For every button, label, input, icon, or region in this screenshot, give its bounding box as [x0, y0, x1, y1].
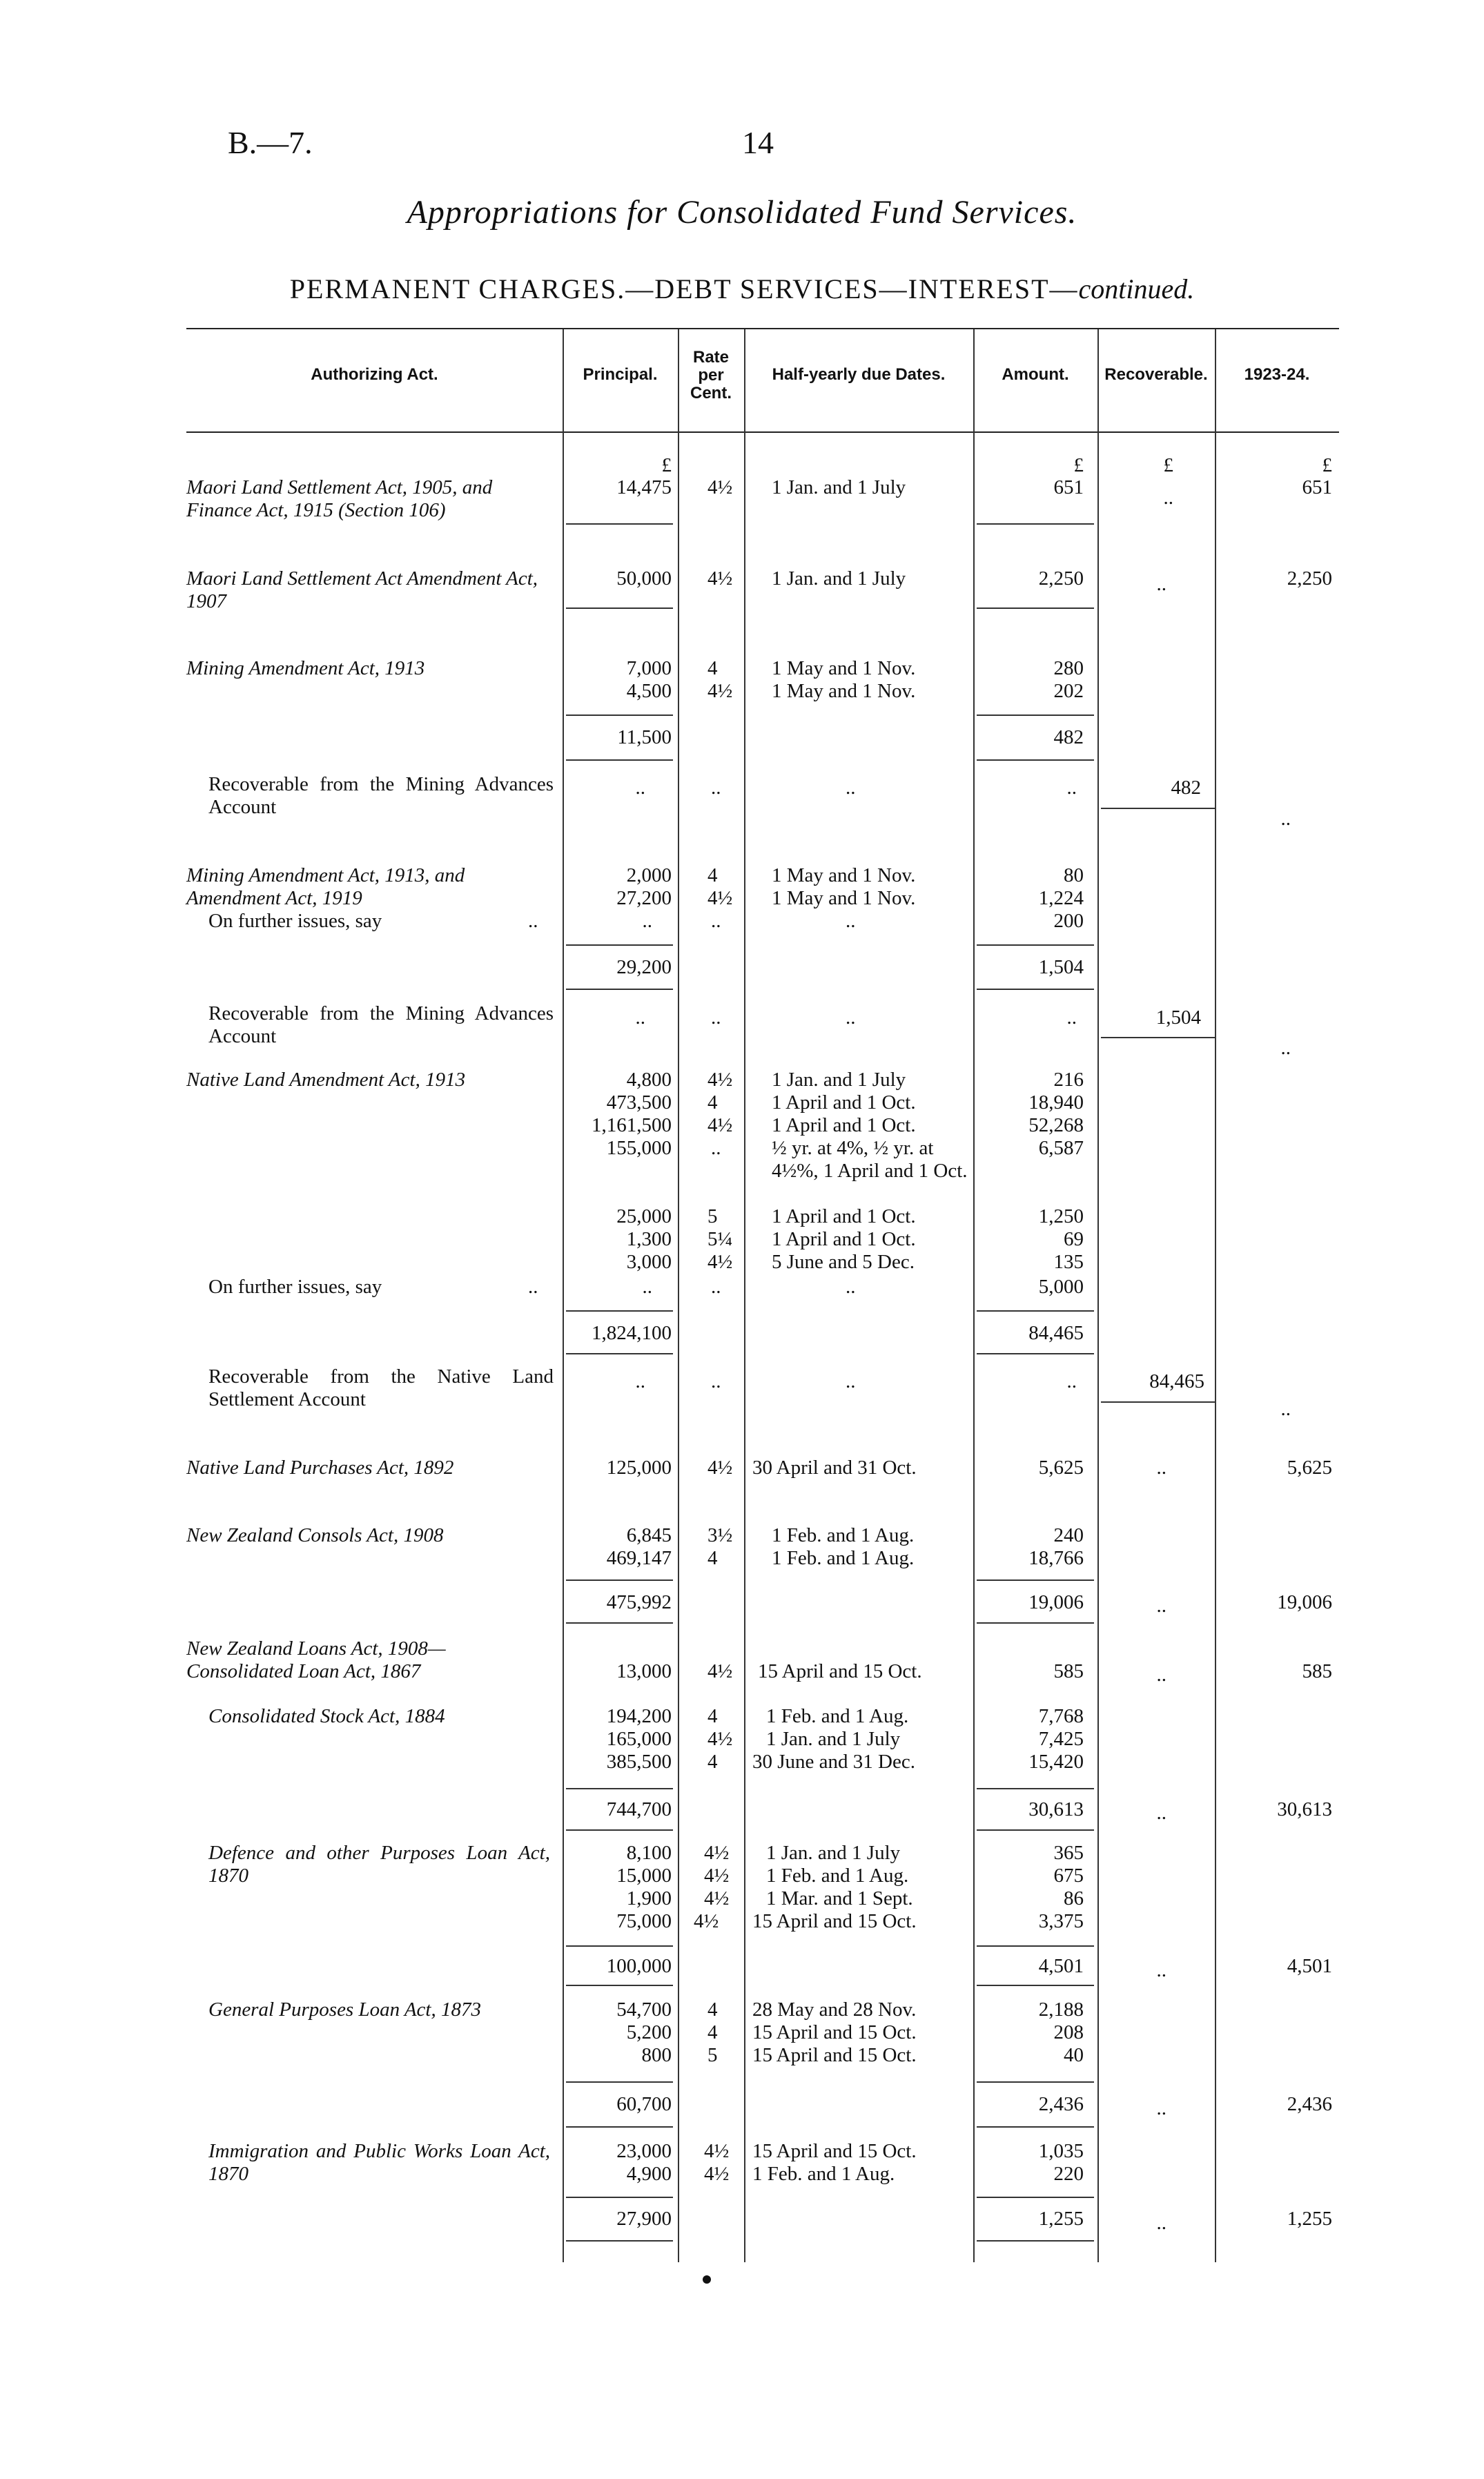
table-top-rule — [186, 328, 1339, 329]
amount-value: .. — [1066, 777, 1077, 799]
authorizing-act: New Zealand Consols Act, 1908 — [186, 1524, 444, 1546]
rate-value: 4 — [707, 657, 718, 679]
rate-value: 3½ — [707, 1524, 733, 1546]
amount-value: 15,420 — [1028, 1751, 1084, 1773]
total-principal: 475,992 — [606, 1591, 672, 1613]
year-value: .. — [1280, 1398, 1291, 1420]
underline — [566, 1579, 673, 1581]
due-dates: 1 May and 1 Nov. — [772, 887, 916, 909]
due-dates: ½ yr. at 4%, ½ yr. at 4½%, 1 April and 1 Oct. — [772, 1137, 968, 1182]
due-dates: .. — [846, 910, 856, 932]
underline — [566, 1788, 673, 1789]
header-act: Authorizing Act. — [311, 365, 438, 384]
principal-value: 4,500 — [626, 680, 672, 702]
page-bullet-mark — [703, 2275, 711, 2284]
total-principal: 744,700 — [606, 1798, 672, 1820]
year-value: 19,006 — [1277, 1591, 1332, 1613]
principal-value: 6,845 — [626, 1524, 672, 1546]
underline — [977, 989, 1094, 990]
total-amount: 19,006 — [1028, 1591, 1084, 1613]
rate-value: 5 — [707, 2044, 718, 2066]
rate-value: 4½ — [707, 1457, 733, 1479]
due-dates: 30 June and 31 Dec. — [752, 1751, 915, 1773]
underline — [566, 2240, 673, 2242]
principal-value: 194,200 — [606, 1705, 672, 1727]
table-header-rule — [186, 431, 1339, 433]
amount-value: 280 — [1053, 657, 1084, 679]
year-value: 2,436 — [1287, 2093, 1332, 2115]
due-dates: 1 May and 1 Nov. — [772, 864, 916, 886]
principal-value: 800 — [641, 2044, 672, 2066]
total-principal: 60,700 — [616, 2093, 672, 2115]
underline — [977, 944, 1094, 946]
total-amount: 482 — [1053, 726, 1084, 748]
due-dates: 1 Jan. and 1 July — [766, 1728, 901, 1750]
due-dates: 1 Jan. and 1 July — [772, 1069, 906, 1091]
amount-value: 202 — [1053, 680, 1084, 702]
due-dates: 1 Mar. and 1 Sept. — [766, 1887, 913, 1909]
page-title: Appropriations for Consolidated Fund Services. — [407, 194, 1077, 231]
amount-value: 1,224 — [1038, 887, 1084, 909]
header-amount: Amount. — [1002, 365, 1069, 384]
authorizing-act: New Zealand Loans Act, 1908— Consolidated Loan Act, 1867 — [186, 1637, 446, 1682]
total-principal: 11,500 — [617, 726, 672, 748]
principal-value: 473,500 — [606, 1091, 672, 1114]
amount-value: 52,268 — [1028, 1114, 1084, 1136]
rate-value: 4½ — [707, 680, 733, 702]
amount-value: .. — [1066, 1007, 1077, 1029]
recoverable-value: .. — [1156, 573, 1166, 595]
principal-value: 3,000 — [626, 1251, 672, 1273]
principal-value: .. — [642, 910, 652, 932]
principal-value: 4,900 — [626, 2163, 672, 2185]
rate-value: .. — [711, 1370, 721, 1392]
due-dates: 1 Feb. and 1 Aug. — [752, 2163, 895, 2185]
amount-value: 240 — [1053, 1524, 1084, 1546]
underline — [977, 1579, 1094, 1581]
principal-value: 25,000 — [616, 1205, 672, 1227]
column-divider — [678, 329, 679, 2262]
recoverable-value: .. — [1156, 1664, 1166, 1686]
principal-value: .. — [635, 777, 645, 799]
due-dates: 15 April and 15 Oct. — [752, 2140, 917, 2162]
underline — [977, 1945, 1094, 1947]
authorizing-act: Maori Land Settlement Act Amendment Act, 1907 — [186, 567, 538, 612]
recoverable-value: 84,465 — [1149, 1370, 1204, 1392]
rate-value: 4½ — [707, 1114, 733, 1136]
header-dates: Half-yearly due Dates. — [772, 365, 946, 384]
underline — [566, 607, 673, 609]
amount-value: 585 — [1053, 1660, 1084, 1682]
due-dates: 15 April and 15 Oct. — [752, 2044, 917, 2066]
principal-value: 13,000 — [616, 1660, 672, 1682]
due-dates: .. — [846, 1276, 856, 1298]
recoverable-value: .. — [1163, 487, 1173, 509]
amount-value: 5,625 — [1038, 1457, 1084, 1479]
rate-value: 4½ — [704, 2140, 730, 2162]
amount-value: 220 — [1053, 2163, 1084, 2185]
recoverable-label: Recoverable from the Mining Advances Account — [208, 1002, 554, 1047]
rate-value: 4½ — [707, 476, 733, 498]
underline — [977, 1829, 1094, 1831]
principal-value: 50,000 — [616, 567, 672, 590]
rate-value: 4½ — [707, 1069, 733, 1091]
due-dates: .. — [846, 1370, 856, 1392]
principal-value: 14,475 — [616, 476, 672, 498]
rate-value: 5 — [707, 1205, 718, 1227]
rate-value: 4 — [707, 2021, 718, 2043]
total-principal: 1,824,100 — [592, 1322, 672, 1344]
underline — [977, 2126, 1094, 2128]
principal-value: .. — [642, 1276, 652, 1298]
due-dates: 1 Jan. and 1 July — [772, 476, 906, 498]
authorizing-act: Maori Land Settlement Act, 1905, and Finance Act, 1915 (Section 106) — [186, 476, 493, 521]
page-number: 14 — [742, 125, 774, 160]
header-rate: Rate per Cent. — [690, 348, 732, 402]
amount-value: 1,035 — [1038, 2140, 1084, 2162]
currency-symbol: £ — [1163, 454, 1173, 476]
principal-value: 1,300 — [626, 1228, 672, 1250]
year-value: 5,625 — [1287, 1457, 1332, 1479]
principal-value: 15,000 — [616, 1865, 672, 1887]
underline — [566, 2126, 673, 2128]
due-dates: 1 Feb. and 1 Aug. — [772, 1524, 915, 1546]
due-dates: 1 April and 1 Oct. — [772, 1091, 916, 1114]
due-dates: 1 Feb. and 1 Aug. — [766, 1705, 909, 1727]
underline — [566, 1310, 673, 1312]
principal-value: 75,000 — [616, 1910, 672, 1932]
currency-symbol: £ — [661, 454, 672, 476]
due-dates: 5 June and 5 Dec. — [772, 1251, 915, 1273]
underline — [977, 714, 1094, 716]
underline — [977, 1622, 1094, 1624]
principal-value: 23,000 — [616, 2140, 672, 2162]
total-principal: 27,900 — [616, 2208, 672, 2230]
underline — [566, 1622, 673, 1624]
underline — [566, 1945, 673, 1947]
recoverable-label: Recoverable from the Mining Advances Account — [208, 773, 554, 818]
year-value: 4,501 — [1287, 1955, 1332, 1977]
year-value: 2,250 — [1287, 567, 1332, 590]
amount-value: 7,425 — [1038, 1728, 1084, 1750]
authorizing-act: Native Land Amendment Act, 1913 — [186, 1069, 466, 1091]
due-dates: 1 May and 1 Nov. — [772, 657, 916, 679]
underline — [977, 2081, 1094, 2083]
amount-value: 2,250 — [1038, 567, 1084, 590]
recoverable-value: .. — [1156, 1959, 1166, 1981]
underline — [566, 2081, 673, 2083]
amount-value: 675 — [1053, 1865, 1084, 1887]
total-amount: 1,504 — [1038, 956, 1084, 978]
underline — [1101, 1037, 1215, 1038]
due-dates: .. — [846, 1007, 856, 1029]
total-amount: 1,255 — [1038, 2208, 1084, 2230]
year-value: .. — [1280, 808, 1291, 830]
underline — [977, 523, 1094, 525]
principal-value: 2,000 — [626, 864, 672, 886]
underline — [566, 714, 673, 716]
amount-value: 2,188 — [1038, 1999, 1084, 2021]
rate-value: .. — [711, 1007, 721, 1029]
underline — [977, 2197, 1094, 2198]
underline — [977, 759, 1094, 761]
rate-value: 4 — [707, 1705, 718, 1727]
underline — [977, 1353, 1094, 1354]
due-dates: 15 April and 15 Oct. — [752, 2021, 917, 2043]
underline — [566, 944, 673, 946]
principal-value: 165,000 — [606, 1728, 672, 1750]
underline — [977, 607, 1094, 609]
underline — [977, 1985, 1094, 1986]
header-principal: Principal. — [583, 365, 658, 384]
principal-value: 469,147 — [606, 1547, 672, 1569]
due-dates: 15 April and 15 Oct. — [758, 1660, 922, 1682]
principal-value: 1,161,500 — [592, 1114, 672, 1136]
amount-value: 365 — [1053, 1842, 1084, 1864]
amount-value: 80 — [1064, 864, 1084, 886]
underline — [566, 1985, 673, 1986]
year-value: 585 — [1302, 1660, 1332, 1682]
section-subtitle: PERMANENT CHARGES.—DEBT SERVICES—INTEREST—continued. — [289, 273, 1195, 304]
authorizing-act: General Purposes Loan Act, 1873 — [208, 1999, 481, 2021]
rate-value: 4 — [707, 1091, 718, 1114]
total-amount: 2,436 — [1038, 2093, 1084, 2115]
underline — [566, 1353, 673, 1354]
underline — [566, 2197, 673, 2198]
due-dates: 28 May and 28 Nov. — [752, 1999, 917, 2021]
rate-value: .. — [711, 1276, 721, 1298]
authorizing-act: Native Land Purchases Act, 1892 — [186, 1457, 454, 1479]
principal-value: 27,200 — [616, 887, 672, 909]
rate-value: 4½ — [707, 1728, 733, 1750]
currency-symbol: £ — [1073, 454, 1084, 476]
rate-value: 4½ — [707, 1660, 733, 1682]
amount-value: 18,766 — [1028, 1547, 1084, 1569]
principal-value: 5,200 — [626, 2021, 672, 2043]
due-dates: 15 April and 15 Oct. — [752, 1910, 917, 1932]
rate-value: .. — [711, 1137, 721, 1159]
underline — [1101, 808, 1215, 809]
principal-value: .. — [635, 1007, 645, 1029]
leader-dots: .. — [528, 1276, 538, 1298]
amount-value: 40 — [1064, 2044, 1084, 2066]
principal-value: 1,900 — [626, 1887, 672, 1909]
amount-value: 200 — [1053, 910, 1084, 932]
further-issues-note: On further issues, say — [208, 1276, 382, 1298]
leader-dots: .. — [528, 910, 538, 932]
due-dates: 1 April and 1 Oct. — [772, 1114, 916, 1136]
recoverable-label: Recoverable from the Native Land Settlement Account — [208, 1365, 554, 1410]
due-dates: 1 Feb. and 1 Aug. — [772, 1547, 915, 1569]
principal-value: 54,700 — [616, 1999, 672, 2021]
due-dates: 1 Jan. and 1 July — [772, 567, 906, 590]
amount-value: 1,250 — [1038, 1205, 1084, 1227]
currency-symbol: £ — [1322, 454, 1332, 476]
total-principal: 29,200 — [616, 956, 672, 978]
total-amount: 30,613 — [1028, 1798, 1084, 1820]
amount-value: 69 — [1064, 1228, 1084, 1250]
amount-value: 3,375 — [1038, 1910, 1084, 1932]
year-value: 651 — [1302, 476, 1332, 498]
recoverable-value: .. — [1156, 1457, 1166, 1479]
rate-value: 4 — [707, 1547, 718, 1569]
total-amount: 4,501 — [1038, 1955, 1084, 1977]
year-value: 1,255 — [1287, 2208, 1332, 2230]
amount-value: 6,587 — [1038, 1137, 1084, 1159]
due-dates: 1 May and 1 Nov. — [772, 680, 916, 702]
underline — [566, 759, 673, 761]
underline — [1101, 1401, 1215, 1403]
due-dates: 1 Jan. and 1 July — [766, 1842, 901, 1864]
authorizing-act: Defence and other Purposes Loan Act, 1870 — [208, 1842, 550, 1887]
due-dates: 1 April and 1 Oct. — [772, 1228, 916, 1250]
principal-value: 8,100 — [626, 1842, 672, 1864]
principal-value: 125,000 — [606, 1457, 672, 1479]
rate-value: .. — [711, 910, 721, 932]
rate-value: 4 — [707, 864, 718, 886]
amount-value: 5,000 — [1038, 1276, 1084, 1298]
rate-value: 4½ — [707, 1251, 733, 1273]
amount-value: 86 — [1064, 1887, 1084, 1909]
authorizing-act: Immigration and Public Works Loan Act, 1870 — [208, 2140, 550, 2185]
underline — [977, 1310, 1094, 1312]
due-dates: .. — [846, 777, 856, 799]
year-value: 30,613 — [1277, 1798, 1332, 1820]
underline — [566, 1829, 673, 1831]
further-issues-note: On further issues, say — [208, 910, 382, 932]
amount-value: 7,768 — [1038, 1705, 1084, 1727]
amount-value: 208 — [1053, 2021, 1084, 2043]
due-dates: 1 Feb. and 1 Aug. — [766, 1865, 909, 1887]
authorizing-act: Mining Amendment Act, 1913 — [186, 657, 425, 679]
recoverable-value: .. — [1156, 1595, 1166, 1617]
due-dates: 30 April and 31 Oct. — [752, 1457, 917, 1479]
header-recoverable: Recoverable. — [1104, 365, 1208, 384]
rate-value: 4½ — [707, 567, 733, 590]
rate-value: 4 — [707, 1999, 718, 2021]
underline — [977, 2240, 1094, 2242]
rate-value: 4 — [707, 1751, 718, 1773]
authorizing-act: Mining Amendment Act, 1913, and Amendment Act, 1919 — [186, 864, 465, 909]
authorizing-act: Consolidated Stock Act, 1884 — [208, 1705, 445, 1727]
recoverable-value: .. — [1156, 2097, 1166, 2119]
principal-value: .. — [635, 1370, 645, 1392]
document-reference: B.—7. — [228, 125, 313, 160]
total-principal: 100,000 — [606, 1955, 672, 1977]
rate-value: 4½ — [704, 1865, 730, 1887]
rate-value: 5¼ — [707, 1228, 733, 1250]
principal-value: 7,000 — [626, 657, 672, 679]
due-dates: 1 April and 1 Oct. — [772, 1205, 916, 1227]
principal-value: 385,500 — [606, 1751, 672, 1773]
principal-value: 4,800 — [626, 1069, 672, 1091]
underline — [566, 523, 673, 525]
rate-value: 4½ — [704, 2163, 730, 2185]
underline — [566, 989, 673, 990]
amount-value: 651 — [1053, 476, 1084, 498]
recoverable-value: 482 — [1171, 777, 1201, 799]
recoverable-value: .. — [1156, 2212, 1166, 2234]
amount-value: 18,940 — [1028, 1091, 1084, 1114]
rate-value: .. — [711, 777, 721, 799]
total-amount: 84,465 — [1028, 1322, 1084, 1344]
year-value: .. — [1280, 1037, 1291, 1059]
column-divider — [744, 329, 745, 2262]
rate-value: 4½ — [707, 887, 733, 909]
header-year: 1923-24. — [1244, 365, 1310, 384]
amount-value: .. — [1066, 1370, 1077, 1392]
recoverable-value: 1,504 — [1155, 1007, 1201, 1029]
underline — [977, 1788, 1094, 1789]
amount-value: 135 — [1053, 1251, 1084, 1273]
rate-value: 4½ — [704, 1887, 730, 1909]
amount-value: 216 — [1053, 1069, 1084, 1091]
rate-value: 4½ — [704, 1842, 730, 1864]
rate-value: 4½ — [694, 1910, 719, 1932]
principal-value: 155,000 — [606, 1137, 672, 1159]
recoverable-value: .. — [1156, 1802, 1166, 1824]
